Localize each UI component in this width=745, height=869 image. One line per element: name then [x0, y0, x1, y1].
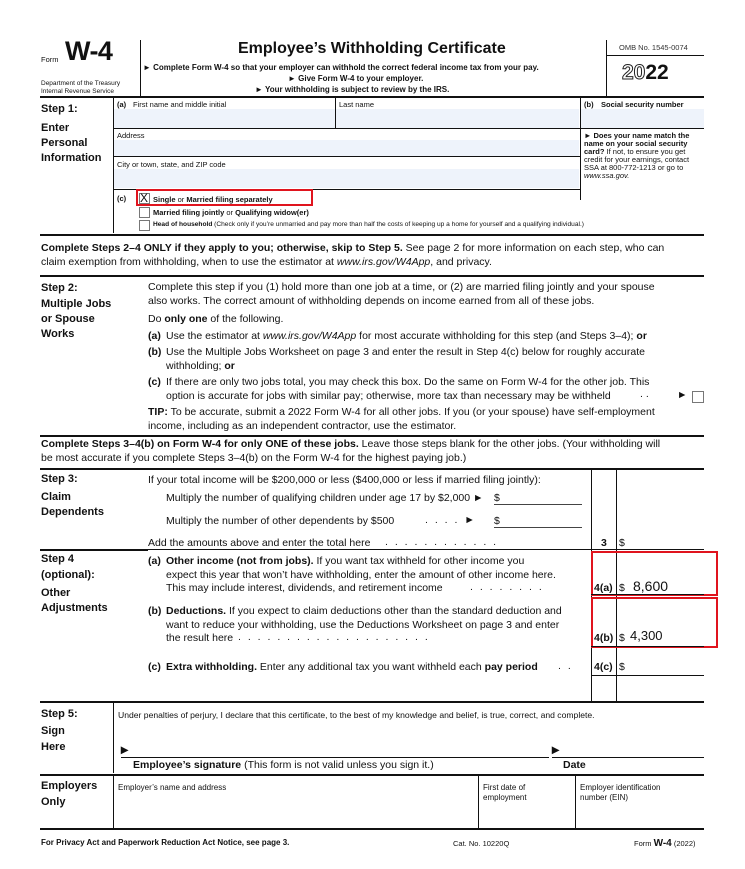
step-3-sub-dependents: Dependents — [41, 506, 104, 518]
department-label: Department of the Treasury — [41, 80, 121, 87]
other-dependents-dots: . . . . ► — [425, 514, 477, 526]
arrow-icon: ► — [677, 389, 688, 401]
line-c-tag: (c) — [117, 194, 127, 203]
step-4-label: Step 4 — [41, 553, 75, 565]
line-4c-dollar: $ — [619, 661, 625, 673]
address-label: Address — [117, 131, 145, 140]
privacy-notice: For Privacy Act and Paperwork Reduction Act Notice, see page 3. — [41, 838, 290, 847]
employer-name-address-label: Employer’s name and address — [118, 783, 227, 792]
name-match-note-3: card? If not, to ensure you get — [584, 147, 686, 156]
step-1-sub-personal: Personal — [41, 137, 88, 149]
check-mark-icon: X — [140, 191, 149, 205]
last-name-field[interactable] — [336, 109, 579, 128]
line-a-tag: (a) — [117, 100, 127, 109]
married-jointly-checkbox[interactable] — [139, 207, 150, 218]
step-4c-dots: . . — [558, 660, 573, 672]
form-label: Form — [41, 55, 59, 64]
instructions-2-line-1: Complete Steps 3–4(b) on Form W-4 for only ONE of these jobs. Leave those steps blank for the other jobs. (Your withholding will — [41, 438, 661, 450]
line-4a-number: 4(a) — [594, 582, 613, 594]
city-field[interactable] — [114, 169, 579, 188]
step-2-option-b-2: withholding; or — [166, 360, 235, 372]
step-3-label: Step 3: — [41, 473, 78, 485]
signature-line[interactable] — [121, 757, 549, 758]
step-4a-tag: (a) — [148, 555, 161, 567]
last-name-label: Last name — [339, 100, 375, 109]
step-5-sub-sign: Sign — [41, 725, 65, 737]
line-3-dollar: $ — [619, 537, 625, 549]
first-date-label-2: employment — [483, 793, 527, 802]
step-4a-line-2: expect this year that won’t have withholding, enter the amount of other income here. — [166, 569, 556, 581]
line-4a-dollar: $ — [619, 582, 625, 594]
agency-label: Internal Revenue Service — [41, 88, 114, 95]
date-label: Date — [563, 759, 586, 771]
two-jobs-checkbox[interactable] — [692, 391, 704, 403]
step-2-b-tag: (b) — [148, 346, 162, 358]
omb-number: OMB No. 1545-0074 — [619, 43, 688, 52]
signature-arrow-icon: ▸ — [121, 741, 129, 757]
step-4-sub-other: Other — [41, 587, 71, 599]
first-date-label-1: First date of — [483, 783, 526, 792]
date-line[interactable] — [552, 757, 704, 758]
step-4a-dots: . . . . . . . . — [470, 581, 544, 593]
ein-label-2: number (EIN) — [580, 793, 629, 802]
footer-form-id: Form W-4 (2022) — [634, 838, 696, 849]
step-2-option-c-1: If there are only two jobs total, you may check this box. Do the same on Form W-4 for the other job. This — [166, 376, 650, 388]
step-2-c-tag: (c) — [148, 376, 161, 388]
line-4b-number: 4(b) — [594, 632, 614, 644]
step-4c-tag: (c) — [148, 661, 161, 673]
address-field[interactable] — [114, 140, 579, 156]
step-2-intro-2: also works. The correct amount of withholding depends on income earned from all of these jobs. — [148, 295, 595, 307]
step-2-c-dots: . . — [640, 388, 649, 400]
step-4b-dots: . . . . . . . . . . . . . . . . . . . . — [238, 631, 430, 643]
step-2-option-c-2: option is accurate for jobs with similar pay; otherwise, more tax than necessary may be withheld — [166, 390, 611, 402]
step-5-label: Step 5: — [41, 708, 78, 720]
instructions-1-line-1: Complete Steps 2–4 ONLY if they apply to you; otherwise, skip to Step 5. See page 2 for more information on each step, who can — [41, 242, 665, 254]
step-4-sub-adjustments: Adjustments — [41, 602, 108, 614]
step-2-tip-1: TIP: To be accurate, submit a 2022 Form W-4 for all other jobs. If you (or your spouse) have self-employment — [148, 406, 655, 418]
step-3-total-label: Add the amounts above and enter the total here — [148, 537, 371, 549]
single-option-label: Single or Married filing separately — [153, 195, 273, 204]
step-4-sub-optional: (optional): — [41, 569, 95, 581]
head-of-household-checkbox[interactable] — [139, 220, 150, 231]
step-3-total-dots: . . . . . . . . . . . . — [385, 536, 499, 548]
step-3-intro: If your total income will be $200,000 or less ($400,000 or less if married filing jointly): — [148, 474, 541, 486]
name-match-note-6: www.ssa.gov. — [584, 171, 630, 180]
date-arrow-icon: ▸ — [552, 741, 560, 757]
step-2-do-only-one: Do only one of the following. — [148, 313, 284, 325]
signature-label: Employee’s signature (This form is not valid unless you sign it.) — [133, 759, 434, 771]
step-2-tip-2: income, including as an independent contractor, use the estimator. — [148, 420, 457, 432]
employers-only-label: Only — [41, 796, 66, 808]
qualifying-children-amount-field[interactable] — [494, 504, 582, 505]
step-3-total-field[interactable] — [627, 534, 703, 548]
ssn-label: Social security number — [601, 100, 684, 109]
name-match-note-4: credit for your earnings, contact — [584, 155, 690, 164]
instruction-line-3: ► Your withholding is subject to review by the IRS. — [255, 85, 450, 94]
step-5-sub-here: Here — [41, 741, 66, 753]
instruction-line-2: ► Give Form W-4 to your employer. — [288, 74, 424, 83]
step-2-sub-works: Works — [41, 328, 75, 340]
name-match-note-2: name on your social security — [584, 139, 688, 148]
instructions-1-line-2: claim exemption from withholding, when to use the estimator at www.irs.gov/W4App, and privacy. — [41, 256, 492, 268]
city-label: City or town, state, and ZIP code — [117, 160, 226, 169]
step-4a-line-1: Other income (not from jobs). If you want tax withheld for other income you — [166, 555, 525, 567]
line-b-tag: (b) — [584, 100, 594, 109]
ssn-field[interactable] — [581, 109, 704, 128]
perjury-statement: Under penalties of perjury, I declare that this certificate, to the best of my knowledge and belief, is true, correct, and complete. — [118, 710, 595, 720]
step-2-intro-1: Complete this step if you (1) hold more than one job at a time, or (2) are married filing jointly and your spouse — [148, 281, 655, 293]
employers-label: Employers — [41, 780, 98, 792]
other-income-highlight-box — [591, 551, 718, 596]
other-income-value[interactable]: 8,600 — [633, 578, 669, 594]
ein-label-1: Employer identification — [580, 783, 661, 792]
deductions-highlight-box — [591, 597, 718, 648]
catalog-number: Cat. No. 10220Q — [453, 839, 510, 848]
others-dollar: $ — [494, 515, 500, 527]
first-name-label: First name and middle initial — [133, 100, 227, 109]
line-4b-dollar: $ — [619, 632, 625, 644]
name-match-note-5: SSA at 800-772-1213 or go to — [584, 163, 684, 172]
children-dollar: $ — [494, 492, 500, 504]
other-dependents-amount-field[interactable] — [494, 527, 582, 528]
step-4b-line-1: Deductions. If you expect to claim deductions other than the standard deduction and — [166, 605, 562, 617]
step-1-sub-enter: Enter — [41, 122, 70, 134]
step-2-sub-multiple-jobs: Multiple Jobs — [41, 298, 112, 310]
tax-year: 2022 — [622, 61, 669, 84]
employer-name-address-field[interactable] — [114, 795, 478, 827]
step-1-label: Step 1: — [41, 103, 78, 115]
step-4c-line: Extra withholding. Enter any additional tax you want withheld each pay period — [166, 661, 538, 673]
step-2-label: Step 2: — [41, 282, 78, 294]
instructions-2-line-2: be most accurate if you complete Steps 3–4(b) on the Form W-4 for the highest paying job.) — [41, 452, 467, 464]
other-dependents-label: Multiply the number of other dependents by $500 — [166, 515, 395, 527]
instruction-line-1: ► Complete Form W-4 so that your employer can withhold the correct federal income tax from your pay. — [143, 63, 539, 72]
step-4a-line-3: This may include interest, dividends, and retirement income — [166, 582, 443, 594]
head-of-household-option-label: Head of household (Check only if you’re unmarried and pay more than half the costs of keeping up a home for yourself and a qualifying individual.) — [153, 221, 584, 228]
first-name-field[interactable] — [114, 109, 335, 128]
married-jointly-option-label: Married filing jointly or Qualifying widow(er) — [153, 208, 309, 217]
step-2-a-tag: (a) — [148, 330, 161, 342]
step-4b-tag: (b) — [148, 605, 162, 617]
step-4b-line-3: the result here — [166, 632, 234, 644]
name-match-note-1: ► Does your name match the — [584, 131, 690, 140]
line-4c-number: 4(c) — [594, 661, 613, 673]
form-number: W-4 — [65, 36, 113, 66]
deductions-value[interactable]: 4,300 — [630, 628, 663, 643]
step-2-option-a: Use the estimator at www.irs.gov/W4App for most accurate withholding for this step (and Steps 3–4); or — [166, 330, 647, 342]
single-highlight-box — [136, 189, 313, 206]
qualifying-children-label: Multiply the number of qualifying children under age 17 by $2,000 ► — [166, 492, 484, 504]
step-3-sub-claim: Claim — [41, 491, 71, 503]
line-3-number: 3 — [601, 537, 607, 549]
form-title: Employee’s Withholding Certificate — [238, 40, 506, 57]
step-2-option-b-1: Use the Multiple Jobs Worksheet on page 3 and enter the result in Step 4(c) below for roughly accurate — [166, 346, 645, 358]
extra-withholding-field[interactable] — [627, 657, 703, 673]
step-2-sub-or-spouse: or Spouse — [41, 313, 95, 325]
step-1-sub-information: Information — [41, 152, 102, 164]
step-4b-line-2: want to reduce your withholding, use the Deductions Worksheet on page 3 and enter — [166, 619, 560, 631]
